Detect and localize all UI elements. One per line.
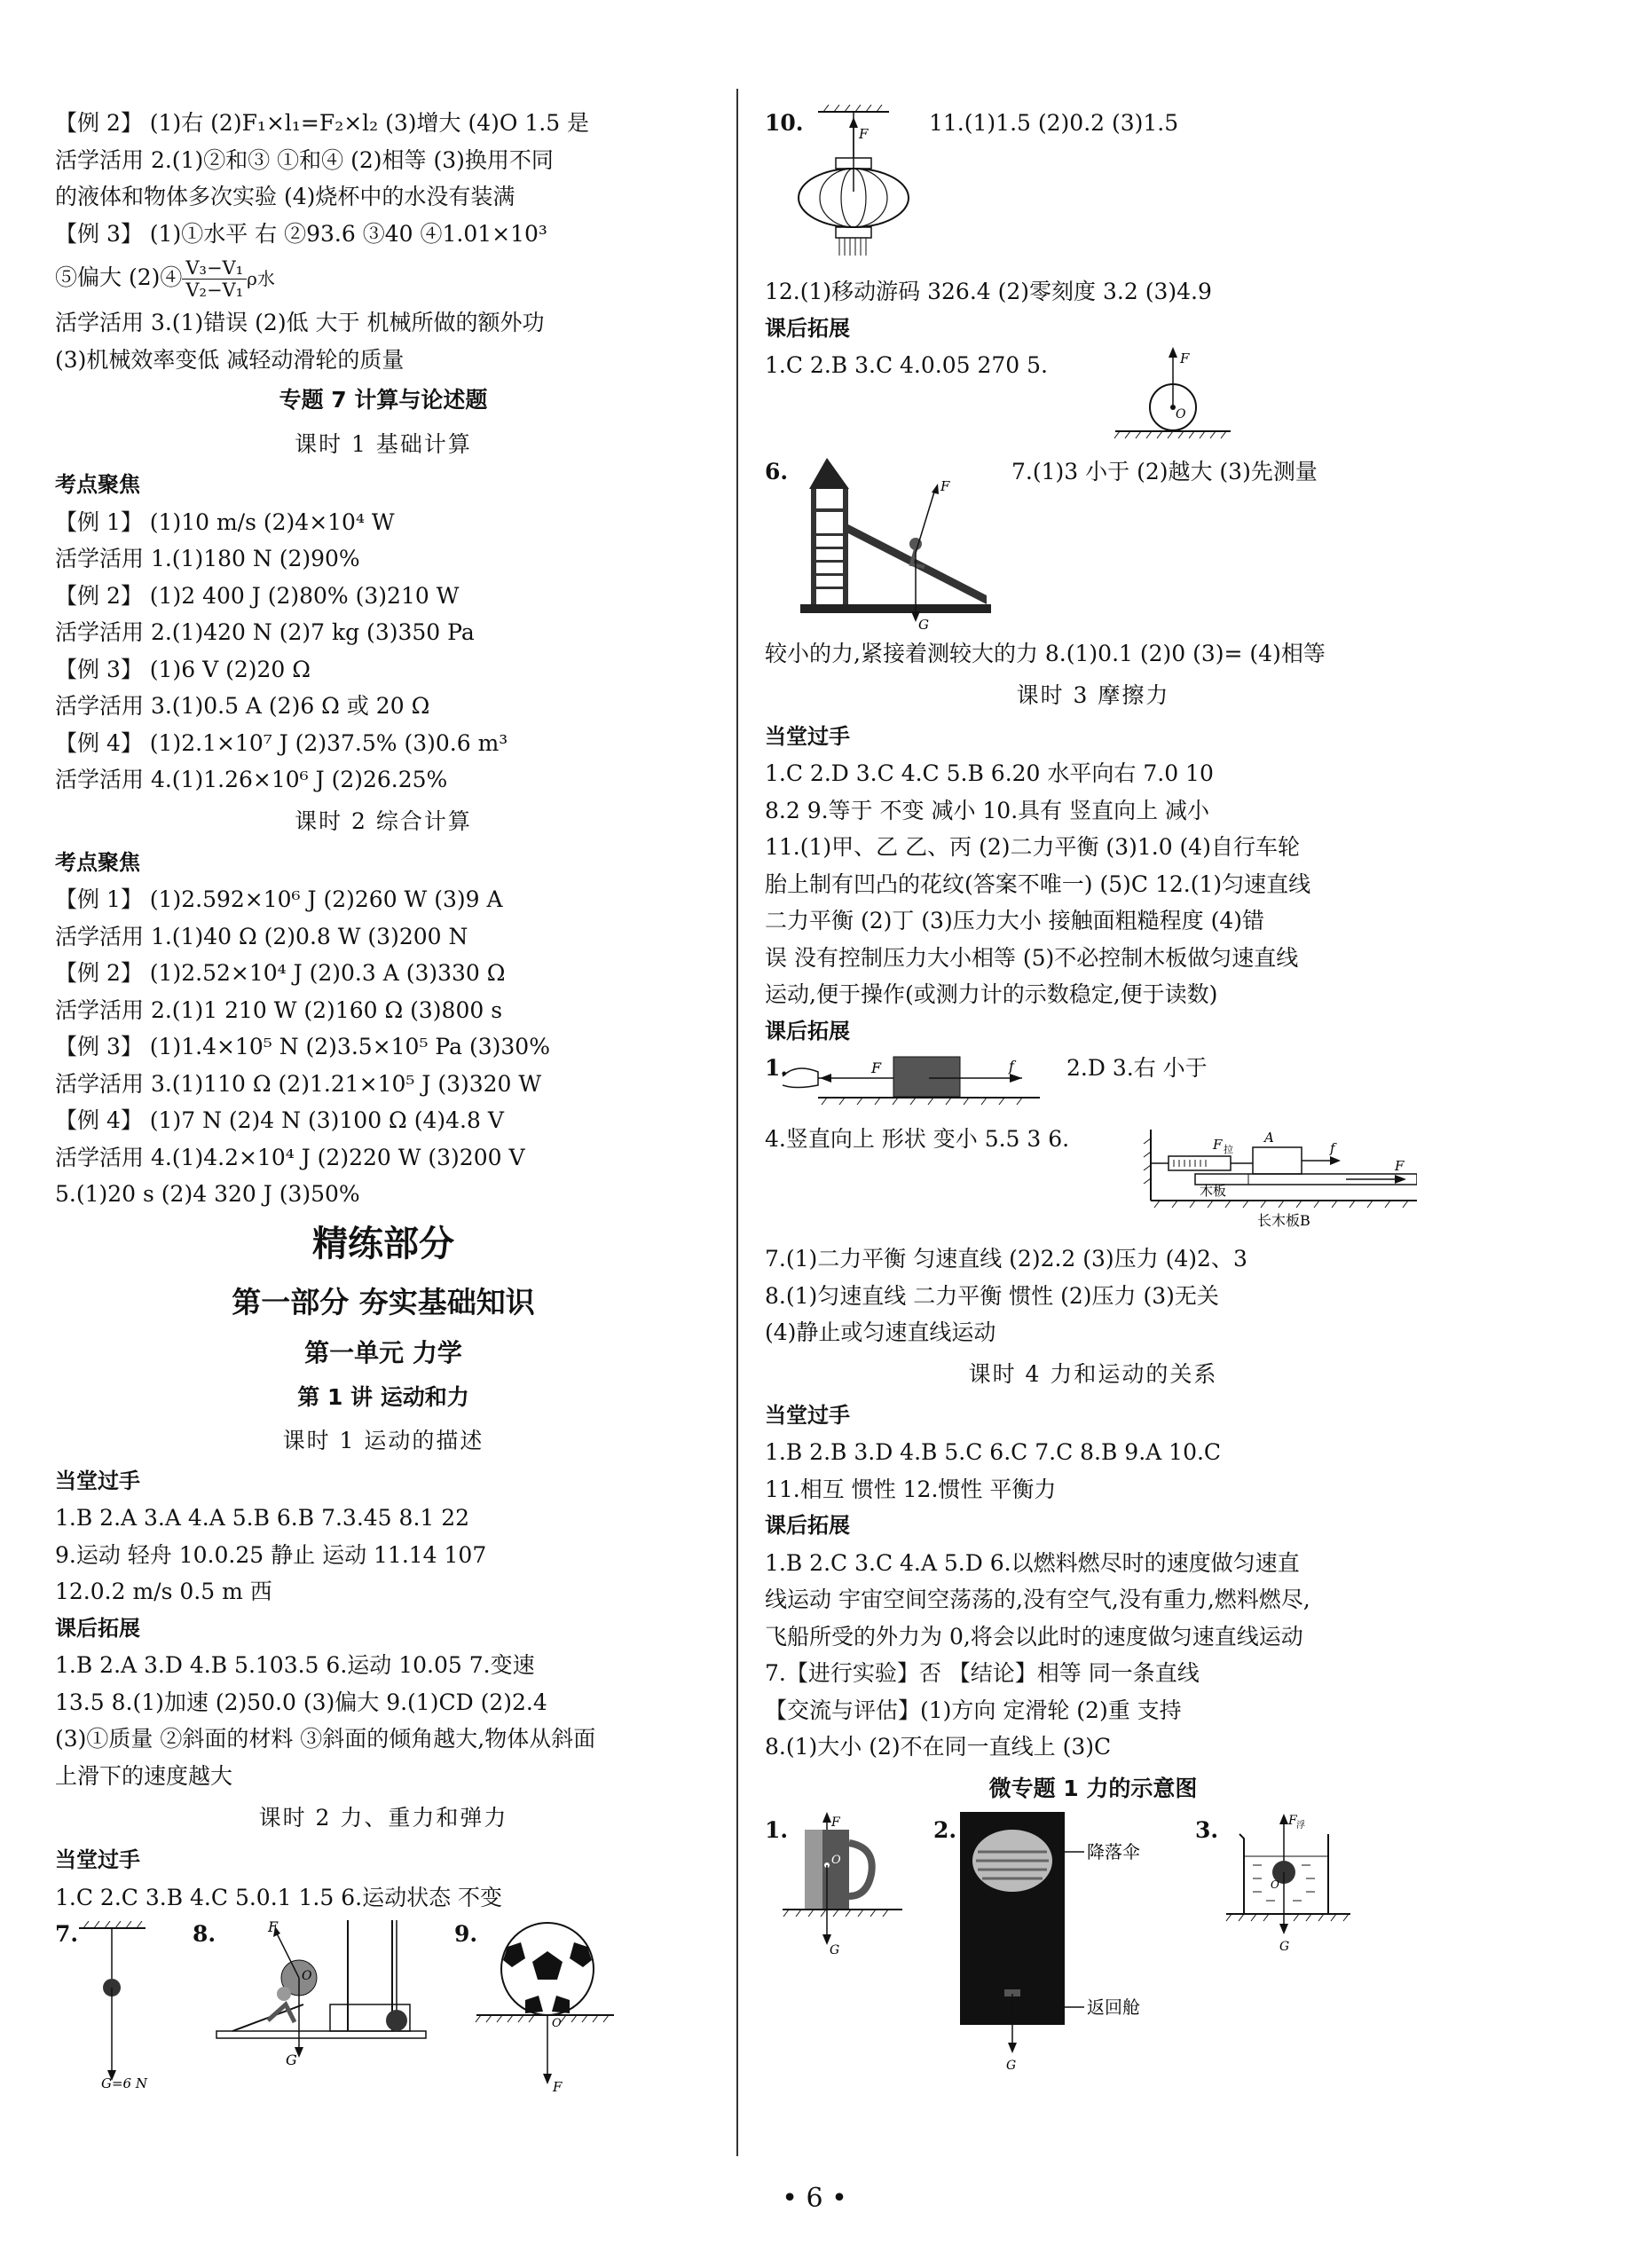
answer-line: 活学活用 2.(1)②和③ ①和④ (2)相等 (3)换用不同 xyxy=(55,146,554,173)
subsection-heading: 当堂过手 xyxy=(765,1402,850,1428)
answer-line: 4.竖直向上 形状 变小 5.5 3 6. xyxy=(765,1126,1070,1152)
answer-line: 活学活用 1.(1)180 N (2)90% xyxy=(55,546,360,571)
svg-text:A: A xyxy=(1264,1130,1274,1146)
figure-number: 10. xyxy=(765,110,804,136)
subsection-heading: 当堂过手 xyxy=(55,1468,140,1493)
svg-text:F: F xyxy=(831,1815,840,1830)
answer-text: ⑤偏大 (2)④ xyxy=(55,264,183,290)
answer-line: (3)机械效率变低 减轻动滑轮的质量 xyxy=(55,346,405,373)
svg-text:F: F xyxy=(1180,350,1190,366)
ball-in-beaker-diagram xyxy=(1217,1812,1359,1972)
long-board-label: 长木板B xyxy=(1257,1212,1310,1229)
answer-line: 【例 2】 (1)2.52×10⁴ J (2)0.3 A (3)330 Ω xyxy=(55,960,506,986)
answer-line: 1.C 2.D 3.C 4.C 5.B 6.20 水平向右 7.0 10 xyxy=(765,760,1214,786)
answer-line: 7.(1)二力平衡 匀速直线 (2)2.2 (3)压力 (4)2、3 xyxy=(765,1246,1247,1272)
figure-row-10-11 xyxy=(765,105,1421,273)
svg-text:F: F xyxy=(1395,1158,1405,1174)
answer-line: 7.【进行实验】否 【结论】相等 同一条直线 xyxy=(765,1660,1200,1686)
part-title: 第一部分 夯实基础知识 xyxy=(232,1284,535,1319)
svg-text:F: F xyxy=(940,478,950,494)
part-heading: 精练部分 xyxy=(312,1223,454,1264)
lesson-title: 课时 4 力和运动的关系 xyxy=(968,1360,1218,1387)
answer-line: 【例 4】 (1)7 N (2)4 N (3)100 Ω (4)4.8 V xyxy=(55,1107,504,1133)
answer-line: 活学活用 2.(1)420 N (2)7 kg (3)350 Pa xyxy=(55,619,475,645)
answer-line: 7.(1)3 小于 (2)越大 (3)先测量 xyxy=(1011,459,1318,484)
svg-text:F: F xyxy=(859,126,869,142)
hanging-ball-diagram xyxy=(75,1921,163,2090)
answer-line: 【例 1】 (1)2.592×10⁶ J (2)260 W (3)9 A xyxy=(55,886,503,912)
answer-line: 8.2 9.等于 不变 减小 10.具有 竖直向上 减小 xyxy=(765,797,1210,823)
subsection-heading: 课后拓展 xyxy=(765,1513,850,1538)
svg-text:F: F xyxy=(553,2079,563,2093)
subsection-heading: 考点聚焦 xyxy=(55,472,140,497)
svg-text:G: G xyxy=(918,617,929,631)
board-label: 木板 xyxy=(1200,1183,1227,1199)
svg-text:O: O xyxy=(1176,407,1186,421)
svg-text:O: O xyxy=(1271,1878,1279,1891)
lesson-title: 课时 3 摩擦力 xyxy=(1016,681,1170,708)
answer-line: 【例 3】 (1)1.4×10⁵ N (2)3.5×10⁵ Pa (3)30% xyxy=(55,1034,550,1059)
column-divider xyxy=(736,89,738,2156)
answer-line: 5.(1)20 s (2)4 320 J (3)50% xyxy=(55,1181,360,1207)
svg-text:f: f xyxy=(1330,1140,1335,1156)
answer-line: 11.(1)1.5 (2)0.2 (3)1.5 xyxy=(929,110,1179,136)
subsection-heading: 课后拓展 xyxy=(765,1018,850,1043)
lesson-title: 课时 1 运动的描述 xyxy=(282,1427,484,1453)
subsection-heading: 当堂过手 xyxy=(765,723,850,749)
figure-number: 1. xyxy=(765,1816,789,1843)
answer-line: 13.5 8.(1)加速 (2)50.0 (3)偏大 9.(1)CD (2)2.4 xyxy=(55,1689,547,1715)
fraction xyxy=(182,257,247,301)
answer-line: 【例 3】 (1)6 V (2)20 Ω xyxy=(55,656,311,682)
answer-line-fraction xyxy=(55,252,712,304)
svg-text:F: F xyxy=(1213,1137,1223,1153)
answer-line: 12.0.2 m/s 0.5 m 西 xyxy=(55,1579,272,1604)
svg-text:拉: 拉 xyxy=(1224,1144,1233,1155)
answer-line: 线运动 宇宙空间空荡荡的,没有空气,没有重力,燃料燃尽, xyxy=(765,1587,1310,1612)
svg-text:O: O xyxy=(831,1853,841,1867)
figure-number: 3. xyxy=(1195,1816,1219,1843)
answer-line: 活学活用 1.(1)40 Ω (2)0.8 W (3)200 N xyxy=(55,923,468,949)
answer-line: (3)①质量 ②斜面的材料 ③斜面的倾角越大,物体从斜面 xyxy=(55,1726,596,1752)
figure-row-5 xyxy=(765,347,1421,453)
answer-line: 11.(1)甲、乙 乙、丙 (2)二力平衡 (3)1.0 (4)自行车轮 xyxy=(765,834,1300,860)
section-title: 专题 7 计算与论述题 xyxy=(279,387,488,413)
subsection-heading: 课后拓展 xyxy=(55,1615,140,1641)
answer-line: 9.运动 轻舟 10.0.25 静止 运动 11.14 107 xyxy=(55,1541,487,1568)
subsection-heading: 考点聚焦 xyxy=(55,849,140,875)
figure-number: 7. xyxy=(55,1921,79,1947)
answer-line: 1.B 2.B 3.D 4.B 5.C 6.C 7.C 8.B 9.A 10.C xyxy=(765,1439,1222,1465)
answer-line: 2.D 3.右 小于 xyxy=(1066,1055,1208,1081)
figure-number: 8. xyxy=(193,1921,216,1947)
answer-line: 活学活用 4.(1)1.26×10⁶ J (2)26.25% xyxy=(55,767,448,792)
svg-text:G: G xyxy=(830,1942,840,1957)
answer-line: 【例 3】 (1)①水平 右 ②93.6 ③40 ④1.01×10³ xyxy=(55,220,547,247)
unit-title: 第一单元 力学 xyxy=(304,1337,462,1367)
figure-number: 1. xyxy=(765,1055,789,1081)
answer-line: 二力平衡 (2)丁 (3)压力大小 接触面粗糙程度 (4)错 xyxy=(765,908,1265,933)
answer-line: 误 没有控制压力大小相等 (5)不必控制木板做匀速直线 xyxy=(765,944,1299,971)
boy-pushing-ball-diagram xyxy=(215,1916,428,2067)
figure-row-4-6 xyxy=(765,1121,1421,1240)
svg-text:G: G xyxy=(1006,2058,1017,2073)
cup-diagram xyxy=(778,1812,911,1963)
spring-scale-board-diagram xyxy=(1142,1121,1417,1240)
answer-line: 的液体和物体多次实验 (4)烧杯中的水没有装满 xyxy=(55,184,515,209)
page-number: • 6 • xyxy=(782,2183,847,2214)
figure-row-7-9 xyxy=(55,1916,712,2093)
answer-line: 飞船所受的外力为 0,将会以此时的速度做匀速直线运动 xyxy=(765,1623,1303,1650)
svg-text:f: f xyxy=(1009,1058,1014,1075)
capsule-label: 返回舱 xyxy=(1087,1996,1140,2018)
answer-line: 【例 2】 (1)2 400 J (2)80% (3)210 W xyxy=(55,582,460,609)
answer-line: 活学活用 3.(1)错误 (2)低 大于 机械所做的额外功 xyxy=(55,310,545,335)
lesson-title: 课时 1 基础计算 xyxy=(295,431,472,457)
figure-row-1-friction xyxy=(765,1050,1421,1121)
answer-line: 【交流与评估】(1)方向 定滑轮 (2)重 支持 xyxy=(765,1697,1182,1723)
answer-line: 活学活用 3.(1)110 Ω (2)1.21×10⁵ J (3)320 W xyxy=(55,1070,542,1097)
answer-line: 【例 2】 (1)右 (2)F₁×l₁=F₂×l₂ (3)增大 (4)O 1.5 是 xyxy=(55,110,590,136)
figure-row-micro xyxy=(765,1812,1421,2078)
svg-text:F: F xyxy=(268,1918,279,1935)
answer-line: 【例 1】 (1)10 m/s (2)4×10⁴ W xyxy=(55,508,395,535)
answer-line: 【例 4】 (1)2.1×10⁷ J (2)37.5% (3)0.6 m³ xyxy=(55,729,508,756)
figure-number: 9. xyxy=(454,1921,478,1947)
right-column xyxy=(765,105,1421,2078)
answer-line: 8.(1)大小 (2)不在同一直线上 (3)C xyxy=(765,1734,1112,1760)
answer-line: 上滑下的速度越大 xyxy=(55,1762,233,1789)
answer-line: 运动,便于操作(或测力计的示数稳定,便于读数) xyxy=(765,981,1218,1007)
lesson-title: 课时 2 力、重力和弹力 xyxy=(258,1805,508,1831)
gravity-label: G=6 N xyxy=(101,2075,147,2090)
answer-line: 8.(1)匀速直线 二力平衡 惯性 (2)压力 (3)无关 xyxy=(765,1282,1219,1309)
parachute-label: 降落伞 xyxy=(1087,1840,1140,1862)
subsection-heading: 课后拓展 xyxy=(765,315,850,341)
svg-text:浮: 浮 xyxy=(1296,1820,1305,1831)
rho-symbol: ρ水 xyxy=(247,268,275,289)
answer-line: 较小的力,紧接着测较大的力 8.(1)0.1 (2)0 (3)= (4)相等 xyxy=(765,641,1326,666)
block-pulled-diagram xyxy=(783,1050,1049,1121)
answer-line: 活学活用 3.(1)0.5 A (2)6 Ω 或 20 Ω xyxy=(55,693,430,719)
answer-line: 1.B 2.A 3.A 4.A 5.B 6.B 7.3.45 8.1 22 xyxy=(55,1505,470,1531)
answer-line: 活学活用 4.(1)4.2×10⁴ J (2)220 W (3)200 V xyxy=(55,1144,525,1170)
fraction-numerator: V₃−V₁ xyxy=(182,257,247,280)
svg-text:O: O xyxy=(302,1969,312,1983)
answer-line: 1.B 2.A 3.D 4.B 5.103.5 6.运动 10.05 7.变速 xyxy=(55,1652,535,1678)
svg-text:G: G xyxy=(286,2051,297,2067)
svg-text:O: O xyxy=(552,2017,562,2030)
answer-line: 12.(1)移动游码 326.4 (2)零刻度 3.2 (3)4.9 xyxy=(765,279,1212,304)
svg-text:F: F xyxy=(871,1059,882,1076)
ball-on-ground-diagram xyxy=(1111,347,1235,449)
answer-line: 11.相互 惯性 12.惯性 平衡力 xyxy=(765,1476,1057,1502)
answer-line: (4)静止或匀速直线运动 xyxy=(765,1319,996,1345)
slide-diagram xyxy=(783,453,996,631)
figure-number: 2. xyxy=(933,1816,957,1843)
left-column xyxy=(55,105,712,2093)
fraction-denominator: V₂−V₁ xyxy=(185,280,244,301)
answer-line: 活学活用 2.(1)1 210 W (2)160 Ω (3)800 s xyxy=(55,996,503,1023)
lantern-diagram xyxy=(791,105,916,273)
figure-row-6-7 xyxy=(765,453,1421,635)
answer-line: 1.C 2.B 3.C 4.0.05 270 5. xyxy=(765,352,1049,378)
page-number-value: 6 xyxy=(806,2183,823,2214)
football-diagram xyxy=(472,1916,614,2093)
answer-line: 1.B 2.C 3.C 4.A 5.D 6.以燃料燃尽时的速度做匀速直 xyxy=(765,1549,1300,1576)
lecture-title: 第 1 讲 运动和力 xyxy=(297,1383,469,1410)
svg-text:G: G xyxy=(1279,1939,1290,1954)
svg-text:F: F xyxy=(1288,1813,1297,1828)
parachute-capsule-diagram xyxy=(951,1812,1155,2078)
answer-line: 1.C 2.C 3.B 4.C 5.0.1 1.5 6.运动状态 不变 xyxy=(55,1884,503,1910)
subsection-heading: 当堂过手 xyxy=(55,1847,140,1872)
answer-line: 胎上制有凹凸的花纹(答案不唯一) (5)C 12.(1)匀速直线 xyxy=(765,870,1311,897)
lesson-title: 课时 2 综合计算 xyxy=(295,807,472,834)
figure-number: 6. xyxy=(765,459,789,484)
micro-topic-title: 微专题 1 力的示意图 xyxy=(988,1775,1198,1801)
